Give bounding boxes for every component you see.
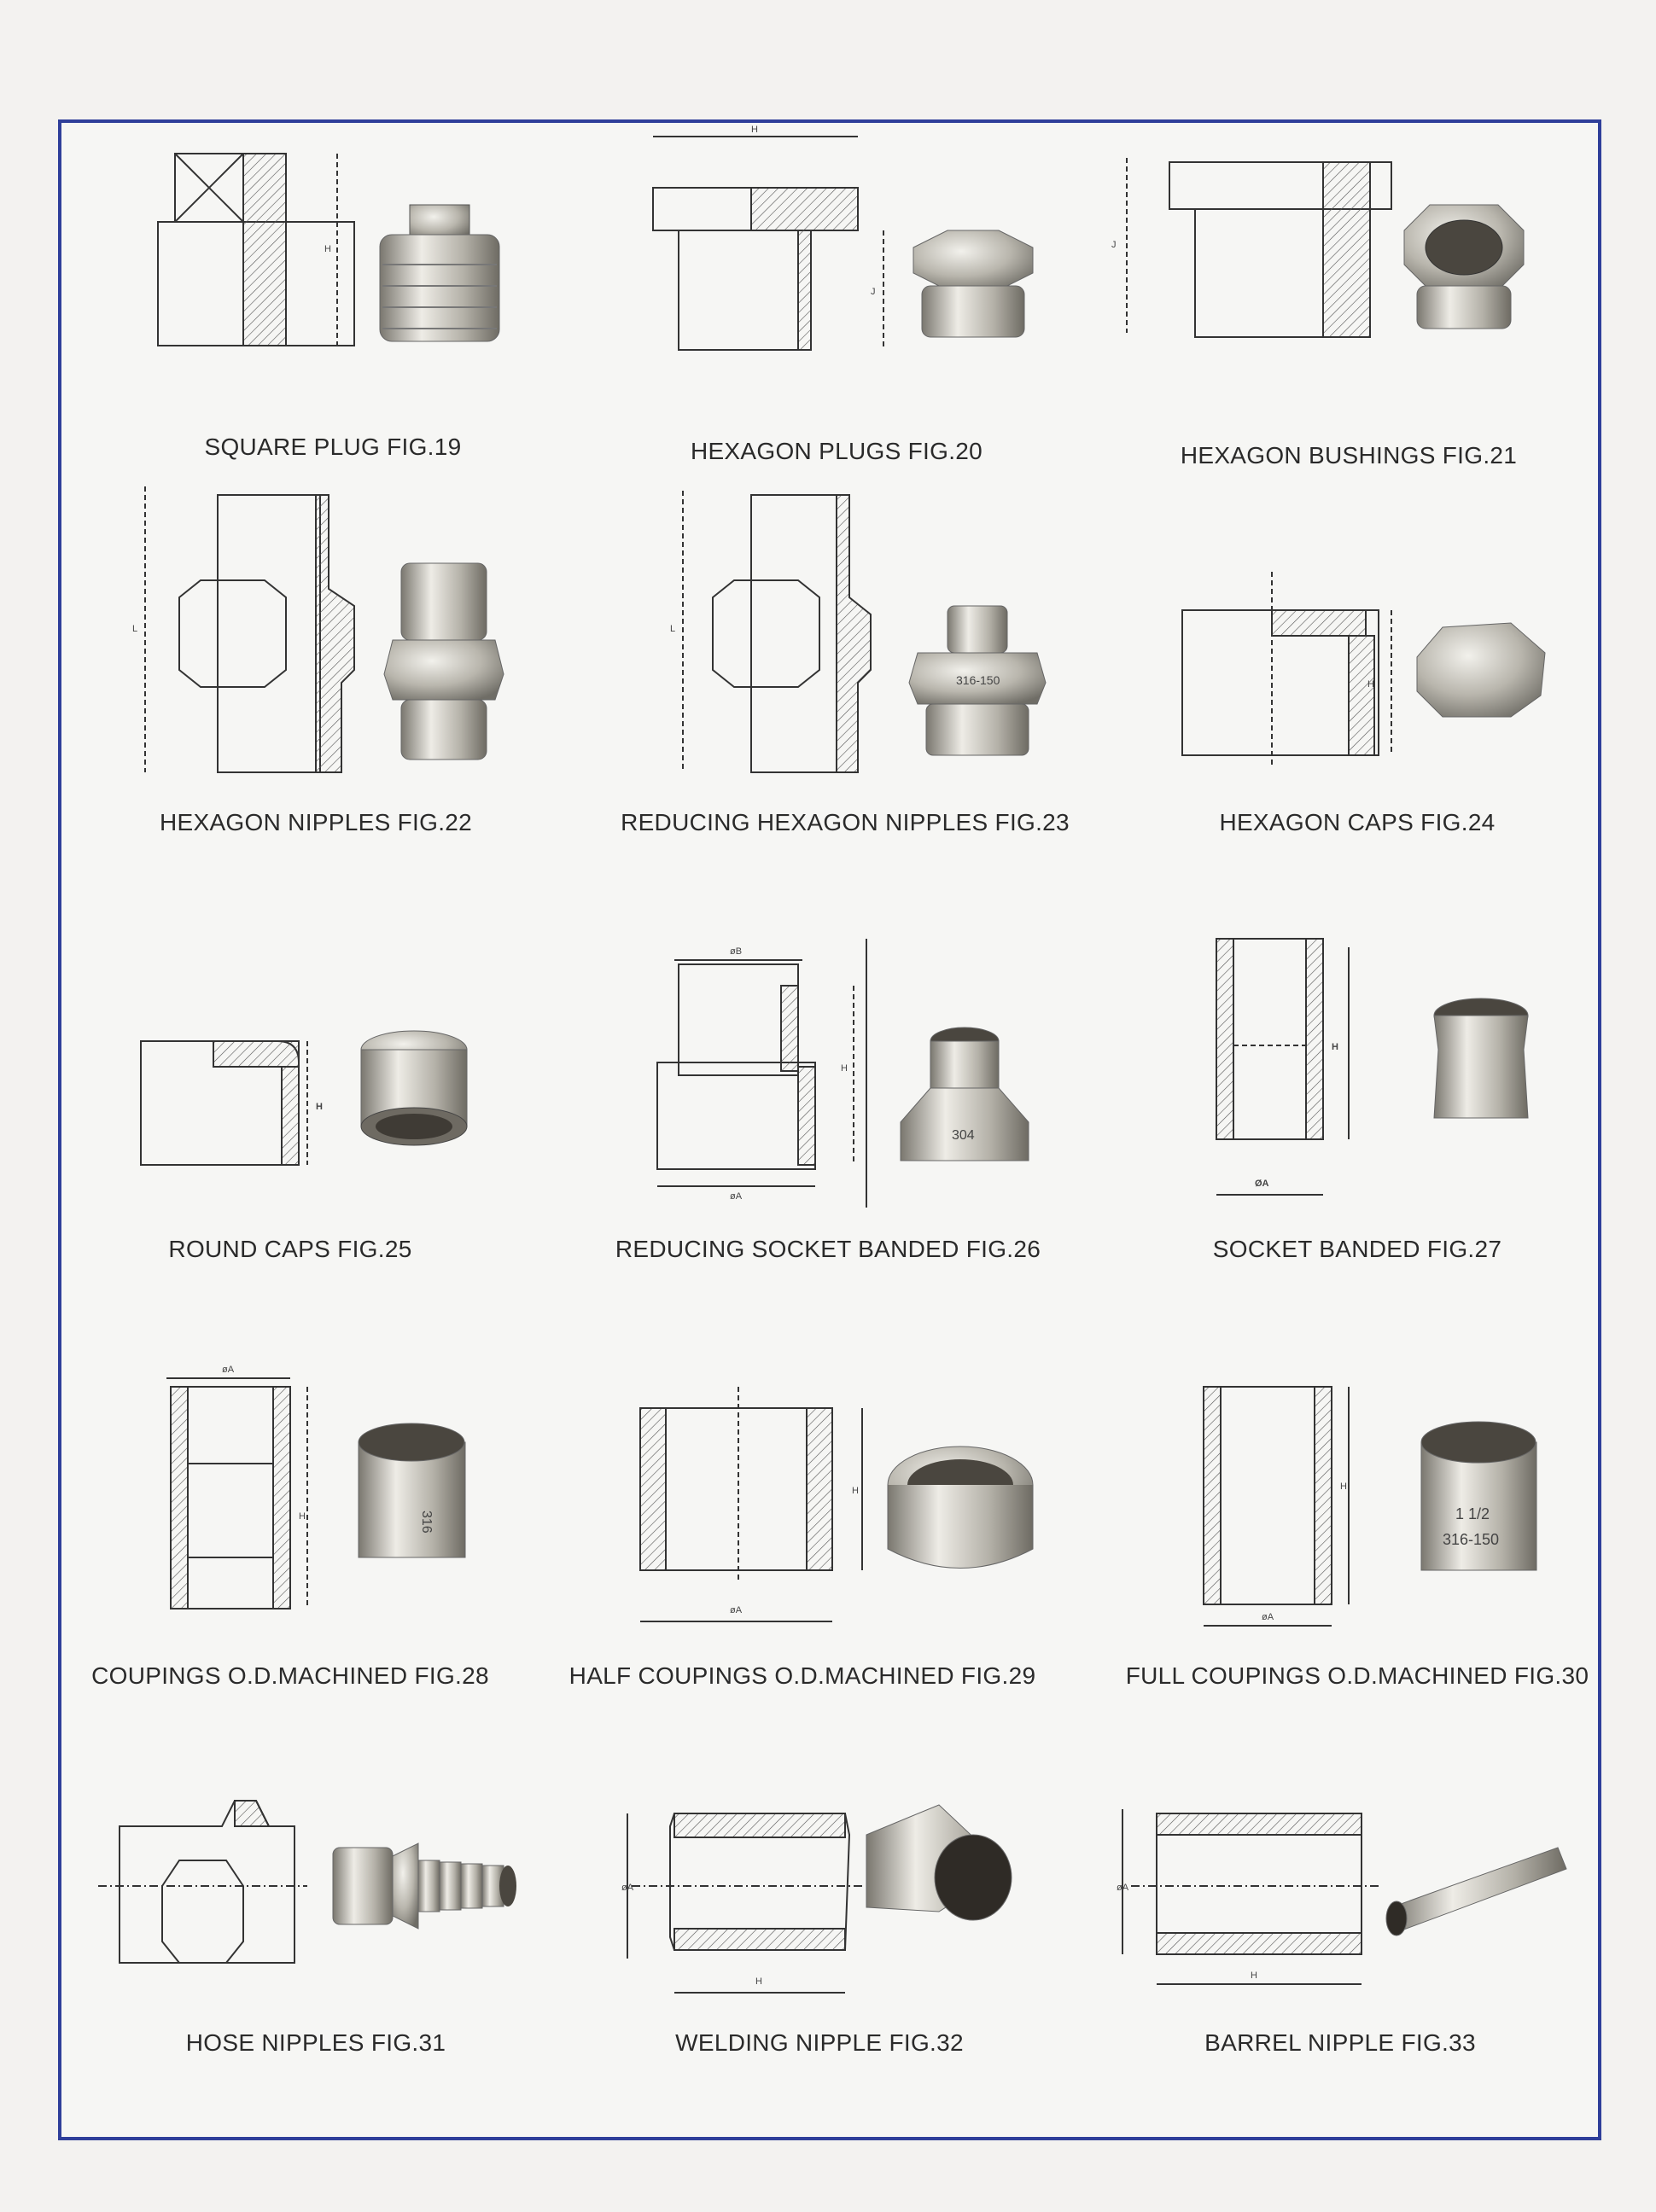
dim-label: øB [730, 946, 743, 957]
hexagon-nipple-photo [60, 486, 572, 828]
dim-label: L [670, 624, 676, 634]
figure-21-hexagon-bushings [1093, 119, 1605, 521]
dim-label: øA [730, 1605, 743, 1615]
dim-label: H [1340, 1481, 1347, 1492]
half-coupling-photo [546, 1340, 1058, 1681]
stamp-text: 316 [419, 1511, 434, 1534]
caption: BARREL NIPPLE FIG.33 [1204, 2029, 1476, 2056]
figure-24-hexagon-caps [1101, 486, 1613, 888]
figure-22-hexagon-nipples [60, 486, 572, 888]
figure-33-barrel-nipple [1084, 1707, 1596, 2108]
coupling-photo [34, 1340, 546, 1681]
caption: REDUCING SOCKET BANDED FIG.26 [615, 1236, 1041, 1262]
dim-label: øA [621, 1883, 634, 1893]
hexagon-plug-photo [580, 115, 1093, 457]
caption: HEXAGON PLUGS FIG.20 [690, 438, 983, 464]
full-coupling-photo [1101, 1340, 1613, 1681]
dim-label: H [852, 1486, 859, 1496]
dim-label: H [299, 1511, 306, 1522]
dim-label: øA [1117, 1883, 1129, 1893]
caption: HEXAGON BUSHINGS FIG.21 [1180, 442, 1518, 469]
dim-label: H [1251, 1970, 1257, 1981]
dim-label: øA [1262, 1612, 1274, 1622]
figure-27-socket-banded [1101, 913, 1613, 1314]
figure-25-round-caps [34, 913, 546, 1314]
figure-26-reducing-socket-banded [572, 913, 1084, 1314]
figure-29-half-coupings [546, 1340, 1058, 1741]
caption: HALF COUPINGS O.D.MACHINED FIG.29 [569, 1662, 1036, 1689]
dim-label: J [1111, 240, 1117, 250]
dim-label: øA [222, 1365, 235, 1375]
dim-label: H [1367, 679, 1374, 690]
figure-30-full-coupings [1101, 1340, 1613, 1741]
figure-23-reducing-hexagon-nipples [589, 486, 1101, 888]
welding-nipple-photo [563, 1707, 1076, 2048]
hose-nipple-photo [60, 1707, 572, 2048]
figure-32-welding-nipple [563, 1707, 1076, 2108]
dim-label: H [841, 1063, 848, 1074]
figure-20-hexagon-plugs [580, 115, 1093, 516]
reducing-socket-photo [572, 913, 1084, 1254]
square-plug-photo [77, 111, 589, 452]
figure-31-hose-nipples [60, 1707, 572, 2108]
stamp-text: 316-150 [956, 673, 1000, 687]
caption: HEXAGON NIPPLES FIG.22 [159, 809, 473, 835]
stamp-text: 316-150 [1443, 1531, 1500, 1548]
figure-19-square-plug [77, 111, 589, 512]
socket-banded-photo [1101, 913, 1613, 1254]
round-cap-photo [34, 913, 546, 1254]
dim-label: ØA [1255, 1179, 1269, 1189]
stamp-text: 1 1/2 [1455, 1505, 1490, 1522]
hexagon-cap-photo [1101, 486, 1613, 828]
dim-label: L [132, 624, 138, 634]
caption: HOSE NIPPLES FIG.31 [185, 2029, 446, 2056]
dim-label: H [1332, 1042, 1338, 1052]
dim-label: J [871, 287, 876, 297]
caption: ROUND CAPS FIG.25 [168, 1236, 412, 1262]
dim-label: H [755, 1976, 762, 1987]
caption: REDUCING HEXAGON NIPPLES FIG.23 [621, 809, 1070, 835]
reducing-hexagon-nipple-photo [589, 486, 1101, 828]
dim-label: øA [730, 1191, 743, 1202]
caption: WELDING NIPPLE FIG.32 [675, 2029, 964, 2056]
figure-28-coupings-od-machined [34, 1340, 546, 1741]
dim-label: H [324, 244, 331, 254]
caption: FULL COUPINGS O.D.MACHINED FIG.30 [1125, 1662, 1589, 1689]
caption: COUPINGS O.D.MACHINED FIG.28 [91, 1662, 489, 1689]
stamp-text: 304 [952, 1128, 975, 1143]
dim-label: H [751, 125, 758, 135]
dim-label: H [316, 1102, 323, 1112]
hexagon-bushing-photo [1093, 119, 1605, 461]
barrel-nipple-photo [1084, 1707, 1596, 2048]
caption: HEXAGON CAPS FIG.24 [1219, 809, 1496, 835]
caption: SQUARE PLUG FIG.19 [204, 434, 462, 460]
caption: SOCKET BANDED FIG.27 [1212, 1236, 1502, 1262]
